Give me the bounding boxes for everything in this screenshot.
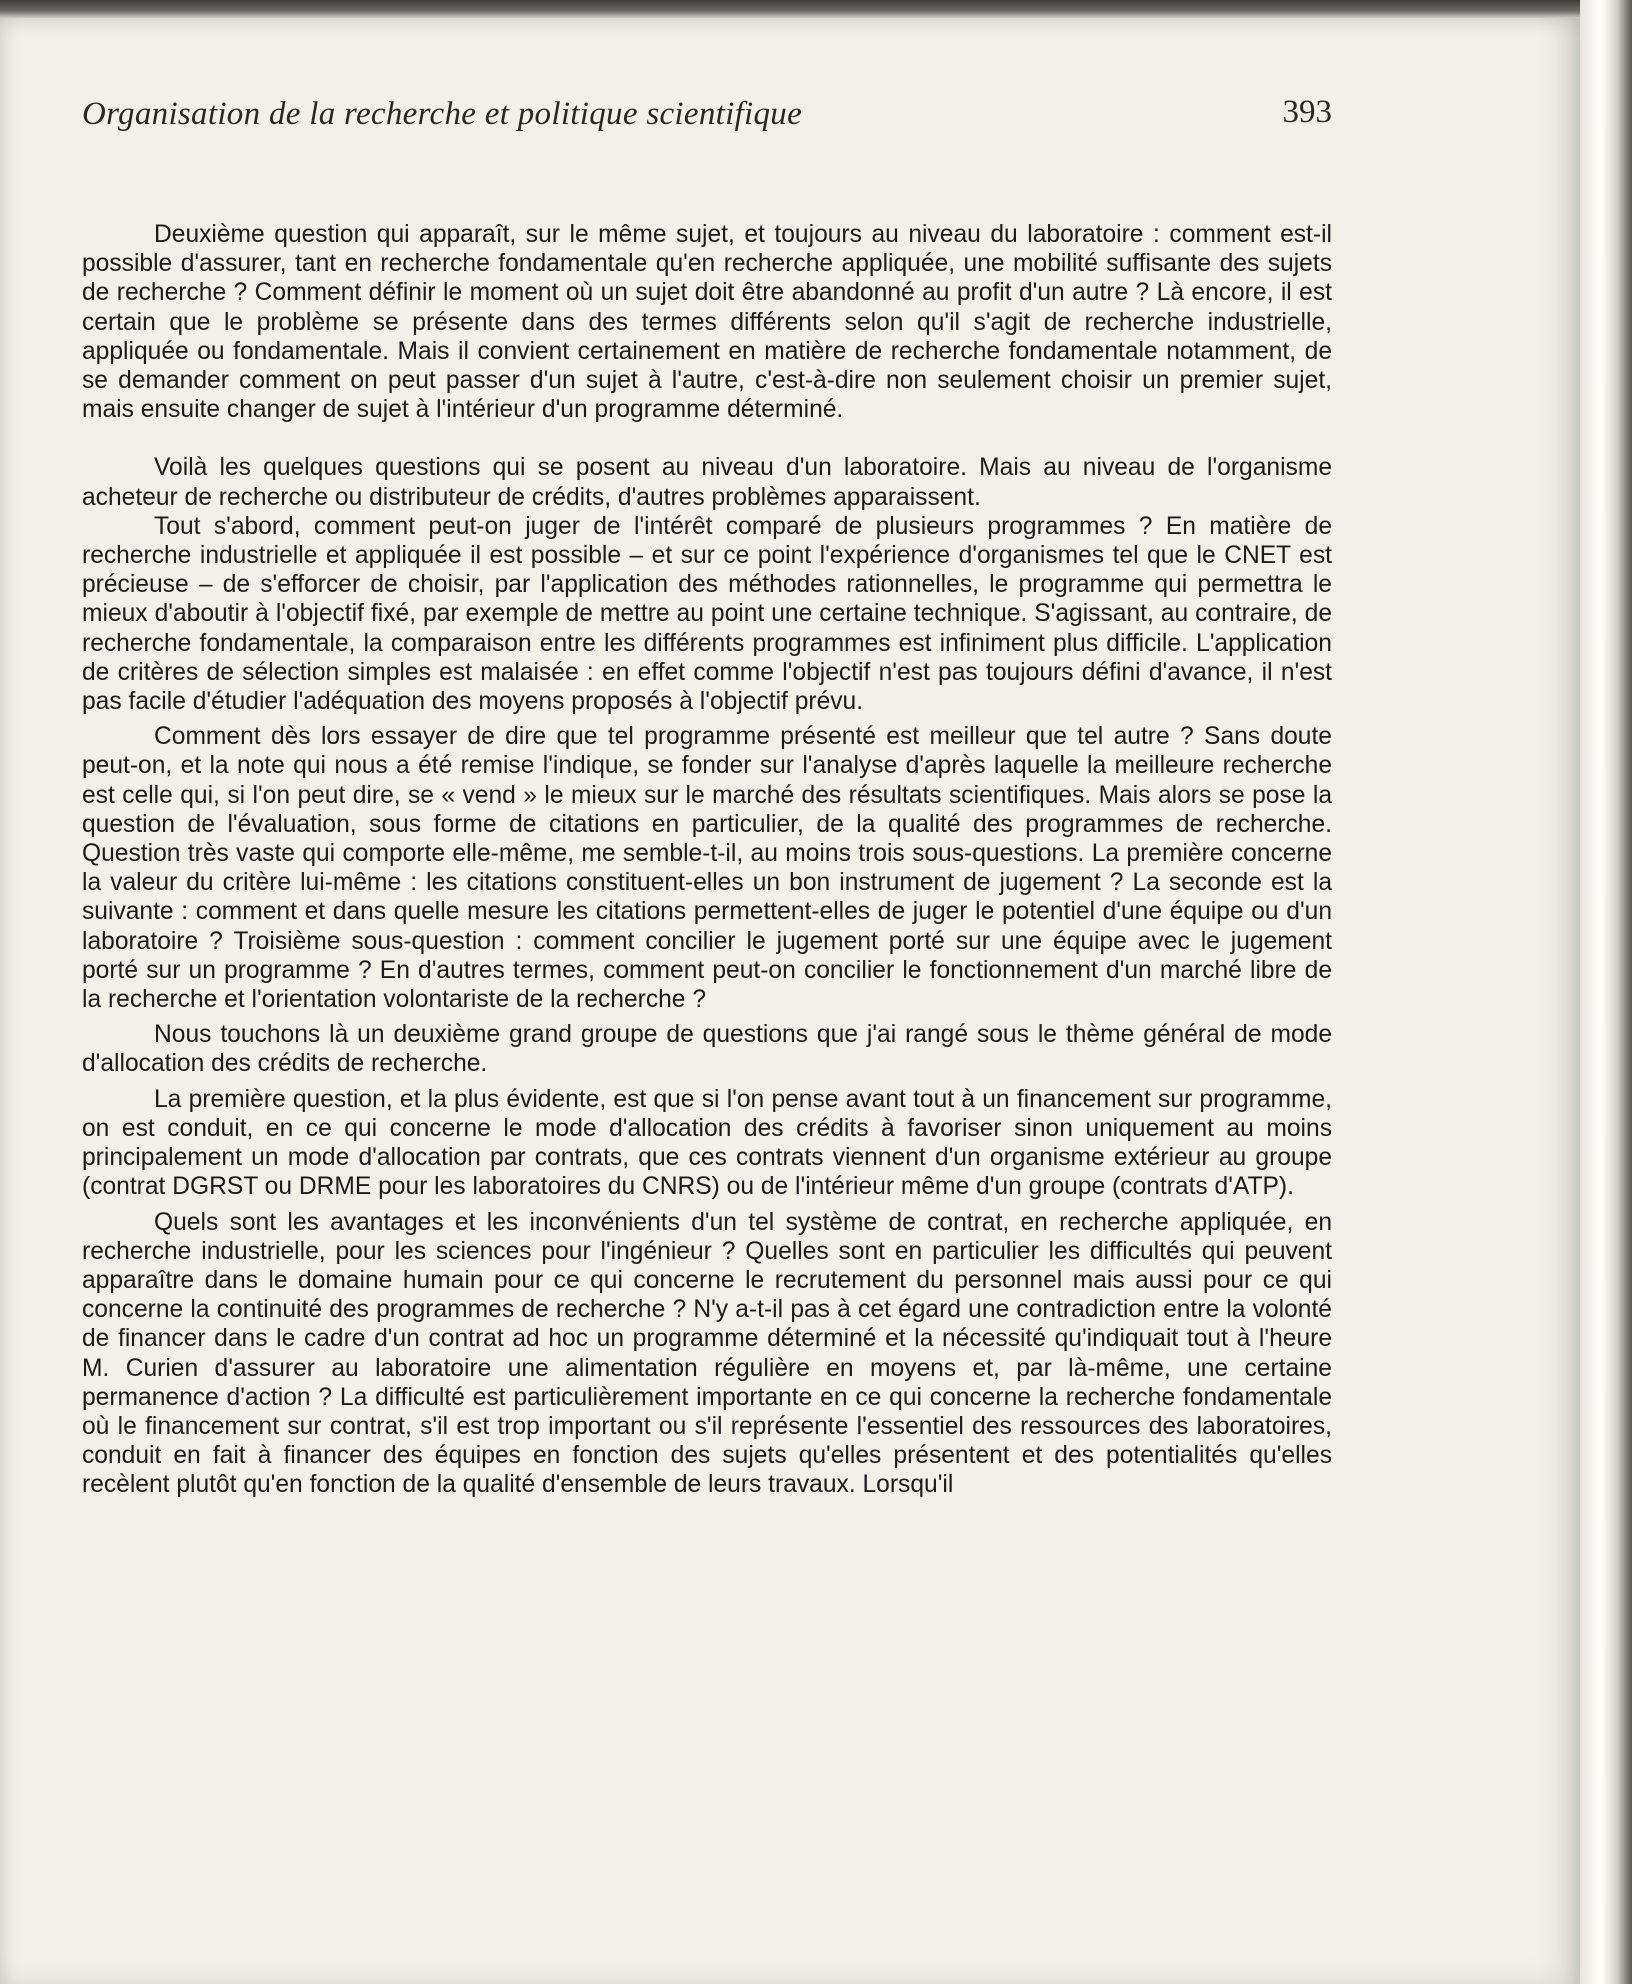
paragraph: Deuxième question qui apparaît, sur le même sujet, et toujours au niveau du laboratoire : comment est-il possible d'assurer, tant en recherche fondamentale qu'en recherche appliquée, une mobilité suffisante des sujets de recherche ? Comment définir le moment où un sujet doit être abandonné au profit d'un autre ? Là encore, il est certain que le problème se présente dans des termes différents selon qu'il s'agit de recherche industrielle, appliquée ou fondamentale. Mais il convient certainement en matière de recherche fondamentale notamment, de se demander comment on peut passer d'un sujet à l'autre, c'est-à-dire non seulement choisir un premier sujet, mais ensuite changer de sujet à l'intérieur d'un programme déterminé. [82,221,1332,424]
paragraph: Voilà les quelques questions qui se posent au niveau d'un laboratoire. Mais au niveau de l'organisme acheteur de recherche ou distributeur de crédits, d'autres problèmes apparaissent. [82,454,1332,511]
page-fore-edge [1580,0,1632,1984]
running-title: Organisation de la recherche et politique scientifique [82,96,803,132]
running-head [82,92,1332,142]
paragraph: Tout s'abord, comment peut-on juger de l'intérêt comparé de plusieurs programmes ? En matière de recherche industrielle et appliquée il est possible – et sur ce point l'expérience d'organismes tel que le CNET est précieuse – de s'efforcer de choisir, par l'application des méthodes rationnelles, le programme qui permettra le mieux d'aboutir à l'objectif fixé, par exemple de mettre au point une certaine technique. S'agissant, au contraire, de recherche fondamentale, la comparaison entre les différents programmes est infiniment plus difficile. L'application de critères de sélection simples est malaisée : en effet comme l'objectif n'est pas toujours défini d'avance, il n'est pas facile d'étudier l'adéquation des moyens proposés à l'objectif prévu. [82,512,1332,716]
paragraph: Quels sont les avantages et les inconvénients d'un tel système de contrat, en recherche appliquée, en recherche industrielle, pour les sciences pour l'ingénieur ? Quelles sont en particulier les difficultés qui peuvent apparaître dans le domaine humain pour ce qui concerne le recrutement du personnel mais aussi pour ce qui concerne la continuité des programmes de recherche ? N'y a-t-il pas à cet égard une contradiction entre la volonté de financer dans le cadre d'un contrat ad hoc un programme déterminé et la nécessité qu'indiquait tout à l'heure M. Curien d'assurer au laboratoire une alimentation régulière en moyens et, par là-même, une certaine permanence d'action ? La difficulté est particulièrement importante en ce qui concerne la recherche fondamentale où le financement sur contrat, s'il est trop important ou s'il représente l'essentiel des ressources des laboratoires, conduit en fait à financer des équipes en fonction des sujets qu'elles présentent et des potentialités qu'elles recèlent plutôt qu'en fonction de la qualité d'ensemble de leurs travaux. Lorsqu'il [82,1208,1332,1499]
paragraph: Nous touchons là un deuxième grand groupe de questions que j'ai rangé sous le thème général de mode d'allocation des crédits de recherche. [82,1021,1332,1078]
body-text [82,220,1332,1500]
page-number: 393 [1282,94,1332,130]
paragraph: La première question, et la plus évidente, est que si l'on pense avant tout à un financement sur programme, on est conduit, en ce qui concerne le mode d'allocation des crédits à favoriser sinon uniquement au moins principalement un mode d'allocation par contrats, que ces contrats viennent d'un organisme extérieur au groupe (contrat DGRST ou DRME pour les laboratoires du CNRS) ou de l'intérieur même d'un groupe (contrats d'ATP). [82,1085,1332,1201]
scanner-top-edge [0,0,1632,18]
paragraph: Comment dès lors essayer de dire que tel programme présenté est meilleur que tel autre ? Sans doute peut-on, et la note qui nous a été remise l'indique, se fonder sur l'analyse d'après laquelle la meilleure recherche est celle qui, si l'on peut dire, se « vend » le mieux sur le marché des résultats scientifiques. Mais alors se pose la question de l'évaluation, sous forme de citations en particulier, de la qualité des programmes de recherche. Question très vaste qui comporte elle-même, me semble-t-il, au moins trois sous-questions. La première concerne la valeur du critère lui-même : les citations constituent-elles un bon instrument de jugement ? La seconde est la suivante : comment et dans quelle mesure les citations permettent-elles de juger le potentiel d'une équipe ou d'un laboratoire ? Troisième sous-question : comment concilier le jugement porté sur une équipe avec le jugement porté sur un programme ? En d'autres termes, comment peut-on concilier le fonctionnement d'un marché libre de la recherche et l'orientation volontariste de la recherche ? [82,723,1332,1014]
